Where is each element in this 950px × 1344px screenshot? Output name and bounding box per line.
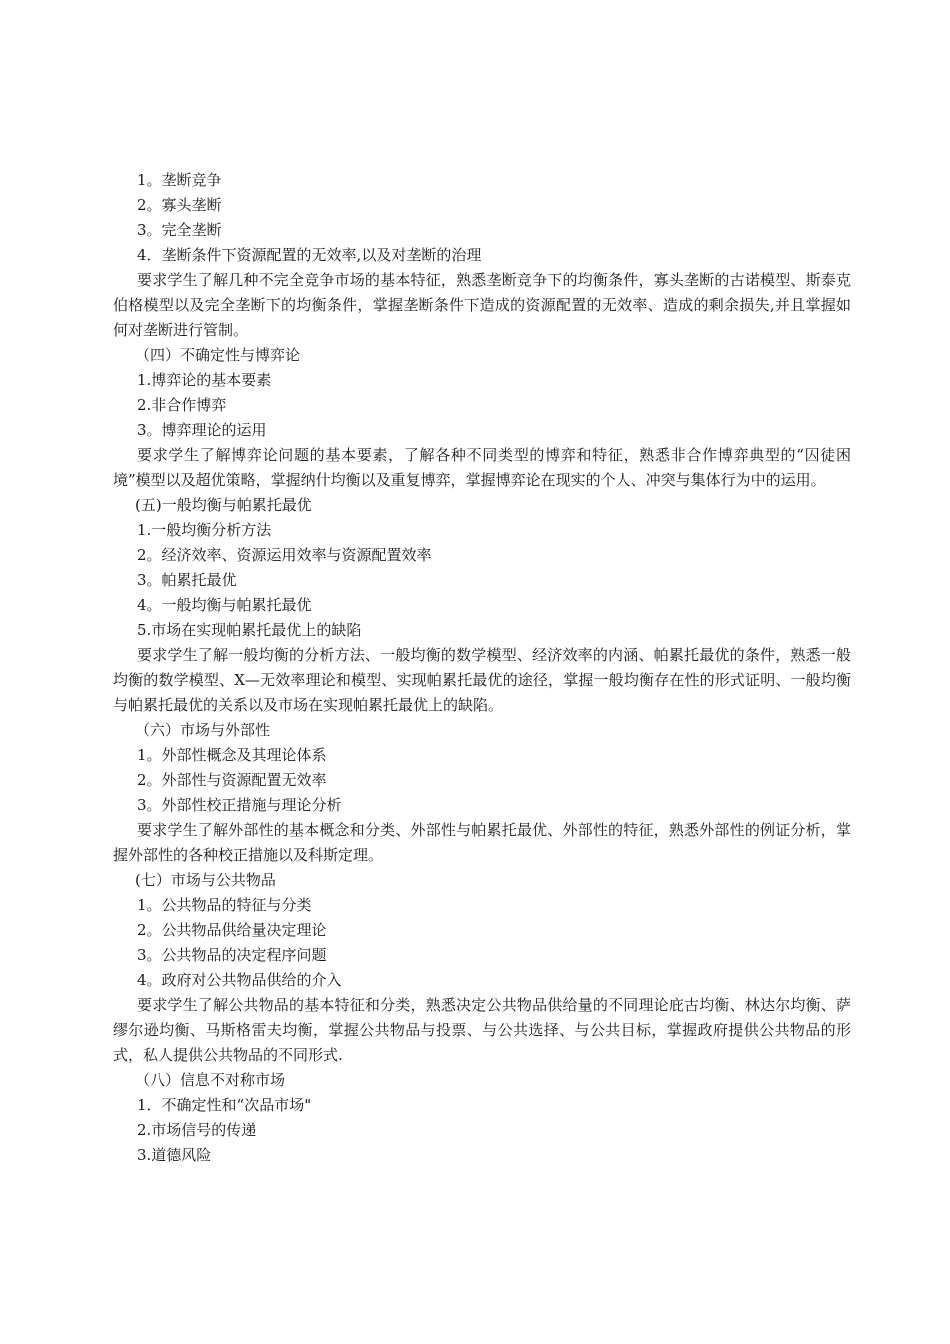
list-item: 2。寡头垄断	[137, 196, 222, 214]
list-item: 3。公共物品的决定程序问题	[137, 946, 327, 964]
list-item: 5.市场在实现帕累托最优上的缺陷	[137, 621, 362, 639]
list-item: 3。完全垄断	[137, 221, 222, 239]
list-item: 1．不确定性和“次品市场"	[137, 1096, 312, 1114]
paragraph: 要求学生了解几种不完全竞争市场的基本特征，熟悉垄断竞争下的均衡条件，寡头垄断的古诺模型、斯泰克伯格模型以及完全垄断下的均衡条件，掌握垄断条件下造成的资源配置的无效率、造成的剩余损失,并且掌握如何对垄断进行管制。	[113, 271, 851, 339]
list-item: 1。垄断竞争	[137, 171, 222, 189]
list-item: 1。公共物品的特征与分类	[137, 896, 312, 914]
paragraph: 要求学生了解公共物品的基本特征和分类，熟悉决定公共物品供给量的不同理论庇古均衡、林达尔均衡、萨缪尔逊均衡、马斯格雷夫均衡，掌握公共物品与投票、与公共选择、与公共目标，掌握政府提供公共物品的形式，私人提供公共物品的不同形式.	[113, 996, 851, 1064]
list-item: 1.博弈论的基本要素	[137, 371, 272, 389]
section-heading: （四）不确定性与博弈论	[135, 346, 301, 364]
list-item: 2。公共物品供给量决定理论	[137, 921, 327, 939]
list-item: 4．垄断条件下资源配置的无效率,以及对垄断的治理	[137, 246, 482, 264]
list-item: 1.一般均衡分析方法	[137, 521, 272, 539]
list-item: 3。帕累托最优	[137, 571, 237, 589]
section-heading: (五)一般均衡与帕累托最优	[135, 496, 312, 514]
list-item: 4。政府对公共物品供给的介入	[137, 971, 342, 989]
paragraph: 要求学生了解外部性的基本概念和分类、外部性与帕累托最优、外部性的特征，熟悉外部性的例证分析，掌握外部性的各种校正措施以及科斯定理。	[113, 821, 851, 864]
list-item: 2.非合作博弈	[137, 396, 227, 414]
list-item: 1。外部性概念及其理论体系	[137, 746, 327, 764]
list-item: 3。外部性校正措施与理论分析	[137, 796, 342, 814]
list-item: 4。一般均衡与帕累托最优	[137, 596, 312, 614]
list-item: 2。外部性与资源配置无效率	[137, 771, 327, 789]
list-item: 3.道德风险	[137, 1146, 212, 1164]
section-heading: （八）信息不对称市场	[135, 1071, 286, 1089]
paragraph: 要求学生了解博弈论问题的基本要素，了解各种不同类型的博弈和特征，熟悉非合作博弈典型的“囚徒困境”模型以及超优策略，掌握纳什均衡以及重复博弈，掌握博弈论在现实的个人、冲突与集体行为中的运用。	[113, 446, 851, 489]
list-item: 3。博弈理论的运用	[137, 421, 267, 439]
section-heading: (七）市场与公共物品	[135, 871, 276, 889]
list-item: 2。经济效率、资源运用效率与资源配置效率	[137, 546, 432, 564]
document-body	[113, 168, 851, 1168]
section-heading: （六）市场与外部性	[135, 721, 271, 739]
paragraph: 要求学生了解一般均衡的分析方法、一般均衡的数学模型、经济效率的内涵、帕累托最优的条件，熟悉一般均衡的数学模型、X—无效率理论和模型、实现帕累托最优的途径，掌握一般均衡存在性的形式证明、一般均衡与帕累托最优的关系以及市场在实现帕累托最优上的缺陷。	[113, 646, 851, 714]
list-item: 2.市场信号的传递	[137, 1121, 257, 1139]
